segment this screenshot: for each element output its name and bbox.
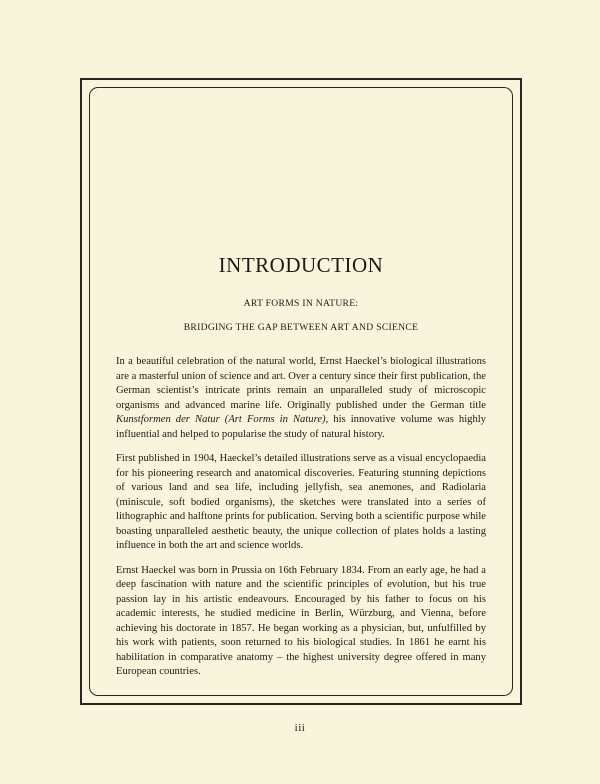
subtitle-bridging-gap: BRIDGING THE GAP BETWEEN ART AND SCIENCE bbox=[183, 322, 419, 333]
page-number: iii bbox=[294, 722, 306, 734]
subtitle-art-forms: ART FORMS IN NATURE: bbox=[243, 298, 359, 309]
paragraph-1-italic-title: Kunstformen der Natur (Art Forms in Nature) bbox=[116, 414, 326, 425]
page-content bbox=[116, 252, 486, 690]
paragraph-2: First published in 1904, Haeckel’s detailed illustrations serve as a visual encyclopaedia for his pioneering research and anatomical discoveries. Featuring stunning depictions of various land and sea life, including jellyfish, sea anemones, and Radiolaria (miniscule, soft bodied organisms), the sketches were translated into a series of lithographic and halftone prints for publication. Serving both a scientific purpose while boasting unparalleled aesthetic beauty, the unique collection of plates holds a lasting influence in both the art and science worlds. bbox=[116, 453, 486, 551]
paragraph-3: Ernst Haeckel was born in Prussia on 16th February 1834. From an early age, he had a deep fascination with nature and the scientific principles of evolution, but his true passion lay in his artistic endeavours. Encouraged by his father to focus on his academic interests, he studied medicine in Berlin, Würzburg, and Vienna, before achieving his doctorate in 1857. He began working as a physician, but, unfulfilled by his work with patients, soon returned to his biological studies. In 1861 he earnt his habilitation in comparative anatomy – the highest university degree offered in many European countries. bbox=[116, 564, 486, 677]
page-title: INTRODUCTION bbox=[218, 253, 384, 277]
paragraph-1-text-start: In a beautiful celebration of the natural world, Ernst Haeckel’s biological illustrations are a masterful union of science and art. Over a century since their first publication, the German scientist’s intricate prints remain an unparalleled study of microscopic organisms and advanced marine life. Originally published under the German title bbox=[116, 356, 486, 411]
paragraph-1 bbox=[116, 355, 486, 442]
paragraph-1-text-end: , his innovative volume was highly influential and helped to popularise the study of natural history. bbox=[116, 414, 486, 440]
